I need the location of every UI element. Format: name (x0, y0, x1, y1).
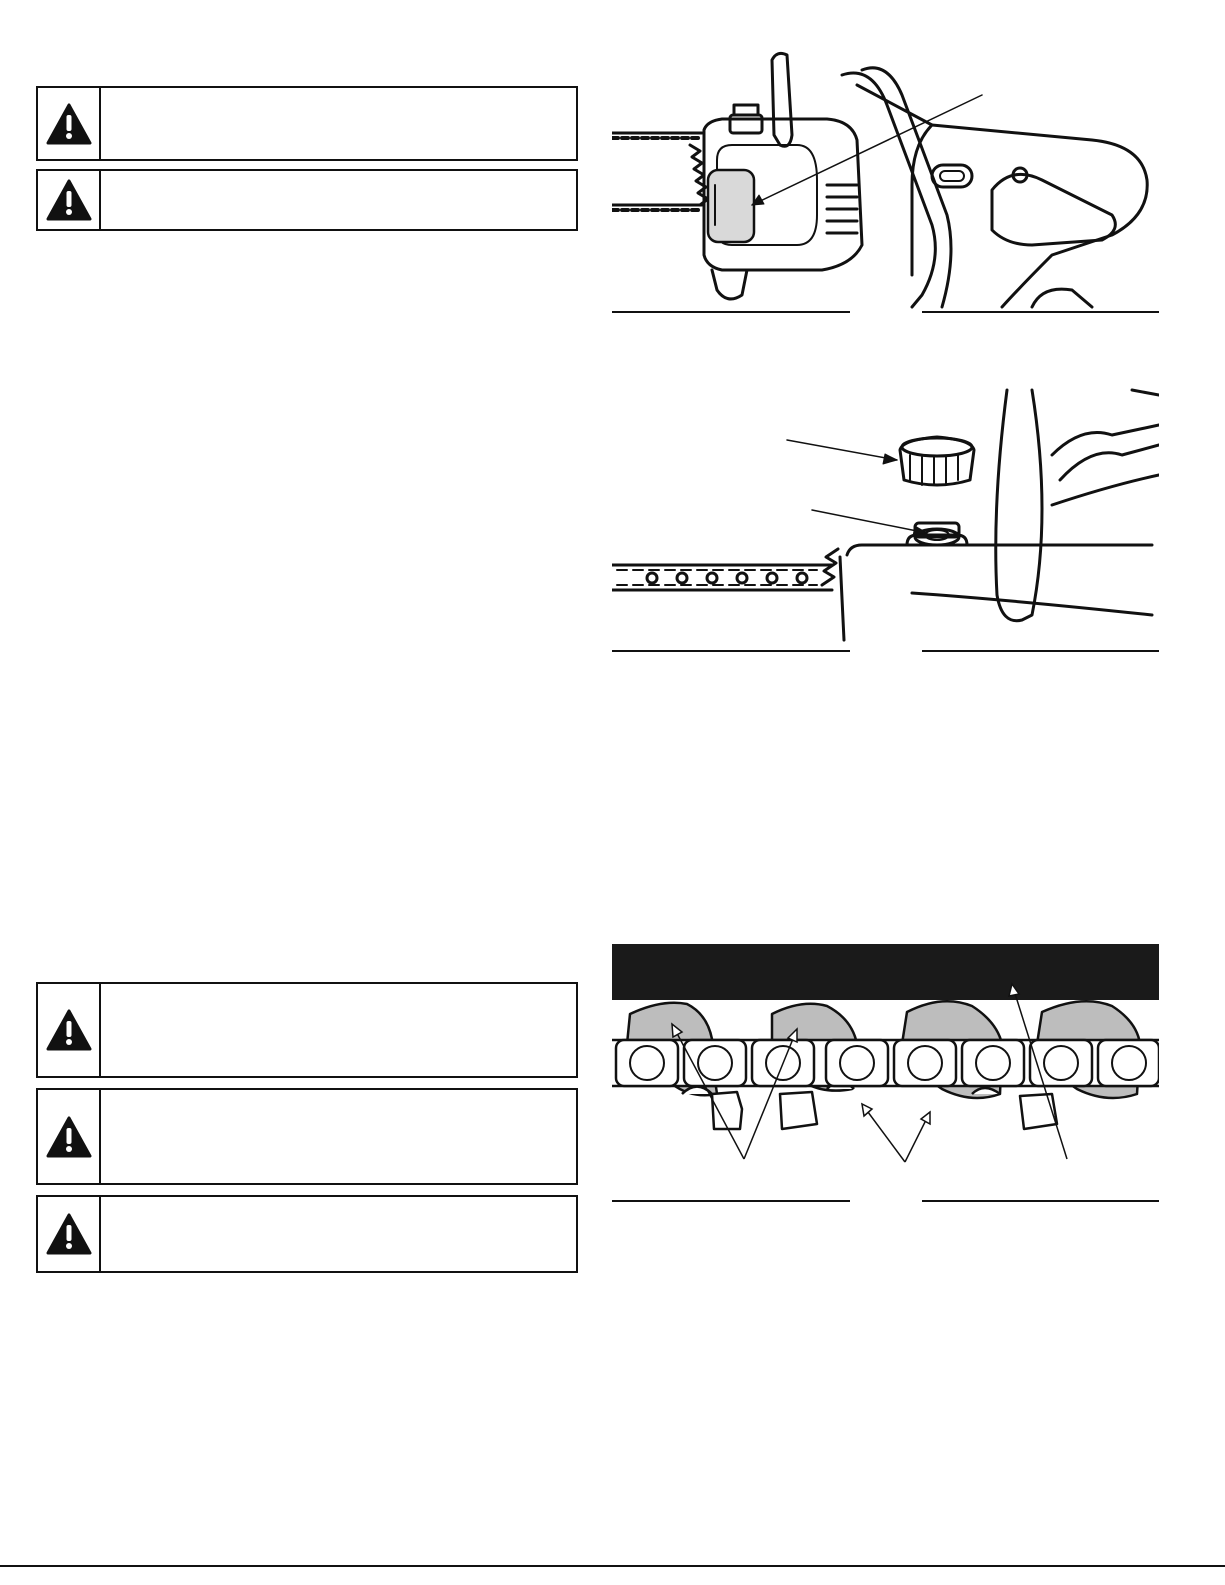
caption-rule-left (612, 311, 850, 313)
warning-triangle-icon (46, 179, 92, 221)
warning-box-5 (36, 1195, 578, 1273)
warning-triangle-icon (46, 1116, 92, 1158)
warning-icon-cell (38, 171, 101, 229)
warning-icon-cell (38, 88, 101, 159)
warning-text (101, 1197, 576, 1271)
warning-triangle-icon (46, 1213, 92, 1255)
saw-chain-detail-figure (612, 944, 1159, 1214)
warning-icon-cell (38, 984, 101, 1076)
warning-text (101, 88, 576, 159)
page-footer-rule (0, 1565, 1225, 1567)
warning-text (101, 984, 576, 1076)
oil-cap-illustration (612, 385, 1159, 650)
chainsaw-illustration (612, 45, 1159, 310)
warning-icon-cell (38, 1090, 101, 1183)
warning-text (101, 1090, 576, 1183)
chainsaw-oil-window-figure (612, 45, 1159, 320)
warning-triangle-icon (46, 1009, 92, 1051)
caption-rule-left (612, 650, 850, 652)
warning-icon-cell (38, 1197, 101, 1271)
warning-box-4 (36, 1088, 578, 1185)
warning-triangle-icon (46, 103, 92, 145)
caption-rule-right (922, 1200, 1159, 1202)
caption-rule-right (922, 650, 1159, 652)
caption-rule-right (922, 311, 1159, 313)
warning-box-2 (36, 169, 578, 231)
saw-chain-illustration (612, 944, 1159, 1206)
warning-box-3 (36, 982, 578, 1078)
warning-box-1 (36, 86, 578, 161)
warning-text (101, 171, 576, 229)
caption-rule-left (612, 1200, 850, 1202)
oil-cap-figure (612, 385, 1159, 660)
